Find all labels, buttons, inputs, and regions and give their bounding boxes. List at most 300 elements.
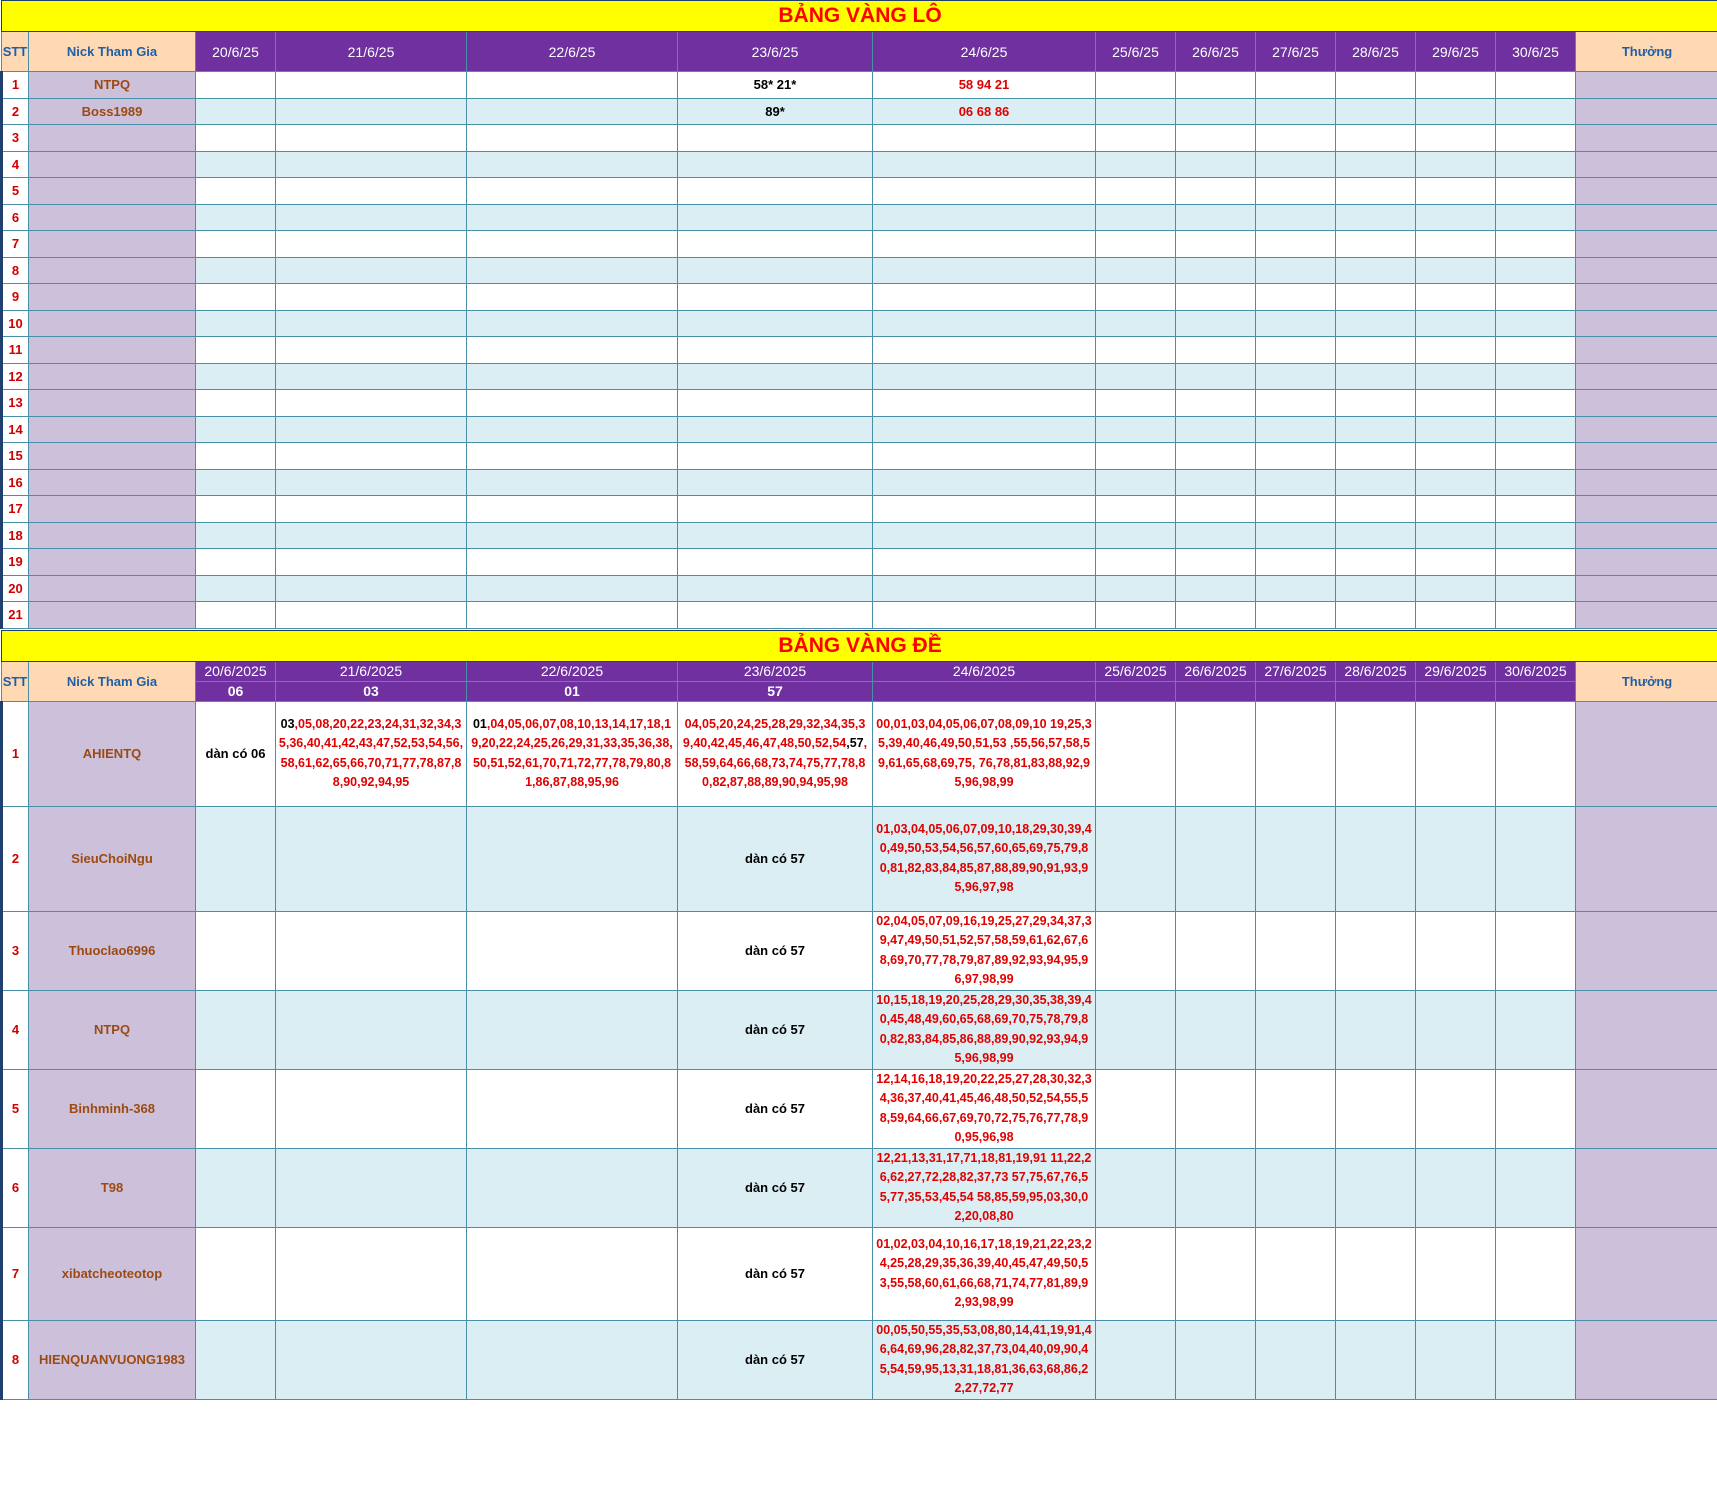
de-cell[interactable]: 10,15,18,19,20,25,28,29,30,35,38,39,40,45,48,49,60,65,68,69,70,75,78,79,80,82,83,84,85,86,88,89,90,92,93,94,95,96,98,99 bbox=[873, 990, 1096, 1069]
de-title[interactable]: BẢNG VÀNG ĐỀ bbox=[2, 630, 1717, 661]
de-cell[interactable] bbox=[196, 990, 276, 1069]
lo-date-header[interactable]: 25/6/25 bbox=[1096, 32, 1176, 72]
lo-cell[interactable] bbox=[1096, 602, 1176, 629]
lo-cell[interactable] bbox=[1496, 72, 1576, 99]
lo-cell[interactable] bbox=[678, 204, 873, 231]
de-cell[interactable] bbox=[1416, 806, 1496, 911]
lo-cell[interactable] bbox=[1416, 602, 1496, 629]
thuong-cell[interactable] bbox=[1576, 496, 1717, 523]
lo-cell[interactable] bbox=[196, 178, 276, 205]
de-cell[interactable] bbox=[1496, 1148, 1576, 1227]
de-cell[interactable]: dàn có 57 bbox=[678, 911, 873, 990]
de-cell[interactable]: dàn có 57 bbox=[678, 1320, 873, 1399]
lo-cell[interactable] bbox=[1336, 204, 1416, 231]
lo-cell[interactable] bbox=[1496, 231, 1576, 258]
thuong-cell[interactable] bbox=[1576, 1148, 1717, 1227]
lo-cell[interactable] bbox=[1416, 363, 1496, 390]
thuong-cell[interactable] bbox=[1576, 363, 1717, 390]
thuong-cell[interactable] bbox=[1576, 443, 1717, 470]
lo-cell[interactable] bbox=[1416, 204, 1496, 231]
lo-cell[interactable] bbox=[873, 284, 1096, 311]
nick-cell[interactable] bbox=[29, 151, 196, 178]
lo-nick-header[interactable]: Nick Tham Gia bbox=[29, 32, 196, 72]
lo-date-header[interactable]: 20/6/25 bbox=[196, 32, 276, 72]
nick-cell[interactable] bbox=[29, 549, 196, 576]
row-number[interactable]: 17 bbox=[2, 496, 29, 523]
de-cell[interactable] bbox=[1176, 806, 1256, 911]
lo-cell[interactable] bbox=[1416, 443, 1496, 470]
lo-cell[interactable] bbox=[276, 522, 467, 549]
lo-cell[interactable] bbox=[1496, 151, 1576, 178]
nick-cell[interactable]: NTPQ bbox=[29, 72, 196, 99]
lo-cell[interactable] bbox=[1496, 204, 1576, 231]
de-cell[interactable]: dàn có 06 bbox=[196, 701, 276, 806]
de-cell[interactable] bbox=[1496, 911, 1576, 990]
de-result[interactable] bbox=[1336, 681, 1416, 701]
lo-cell[interactable] bbox=[467, 363, 678, 390]
lo-cell[interactable] bbox=[1496, 496, 1576, 523]
lo-date-header[interactable]: 24/6/25 bbox=[873, 32, 1096, 72]
de-cell[interactable] bbox=[1096, 990, 1176, 1069]
de-cell[interactable] bbox=[276, 806, 467, 911]
lo-cell[interactable] bbox=[873, 602, 1096, 629]
thuong-cell[interactable] bbox=[1576, 1069, 1717, 1148]
thuong-cell[interactable] bbox=[1576, 125, 1717, 152]
nick-cell[interactable]: Boss1989 bbox=[29, 98, 196, 125]
lo-cell[interactable] bbox=[1496, 284, 1576, 311]
lo-cell[interactable] bbox=[196, 284, 276, 311]
de-cell[interactable] bbox=[196, 1148, 276, 1227]
de-result[interactable] bbox=[1096, 681, 1176, 701]
lo-cell[interactable] bbox=[276, 310, 467, 337]
row-number[interactable]: 19 bbox=[2, 549, 29, 576]
lo-cell[interactable] bbox=[1416, 522, 1496, 549]
lo-cell[interactable] bbox=[467, 443, 678, 470]
de-date-header[interactable]: 22/6/2025 bbox=[467, 661, 678, 681]
nick-cell[interactable] bbox=[29, 231, 196, 258]
thuong-cell[interactable] bbox=[1576, 337, 1717, 364]
de-cell[interactable] bbox=[1096, 911, 1176, 990]
de-cell[interactable] bbox=[1336, 701, 1416, 806]
row-number[interactable]: 2 bbox=[2, 98, 29, 125]
de-cell[interactable] bbox=[467, 990, 678, 1069]
lo-cell[interactable] bbox=[1256, 363, 1336, 390]
lo-cell[interactable] bbox=[196, 390, 276, 417]
lo-thuong-header[interactable]: Thưởng bbox=[1576, 32, 1717, 72]
lo-cell[interactable] bbox=[678, 310, 873, 337]
de-cell[interactable] bbox=[1256, 911, 1336, 990]
lo-cell[interactable] bbox=[1496, 575, 1576, 602]
row-number[interactable]: 2 bbox=[2, 806, 29, 911]
lo-cell[interactable] bbox=[1096, 469, 1176, 496]
lo-cell[interactable] bbox=[1256, 390, 1336, 417]
de-cell[interactable] bbox=[196, 1320, 276, 1399]
de-cell[interactable]: dàn có 57 bbox=[678, 1148, 873, 1227]
lo-cell[interactable] bbox=[196, 231, 276, 258]
thuong-cell[interactable] bbox=[1576, 549, 1717, 576]
de-cell[interactable]: dàn có 57 bbox=[678, 806, 873, 911]
thuong-cell[interactable] bbox=[1576, 522, 1717, 549]
lo-cell[interactable] bbox=[1416, 72, 1496, 99]
lo-cell[interactable] bbox=[196, 443, 276, 470]
lo-cell[interactable] bbox=[1176, 310, 1256, 337]
lo-cell[interactable] bbox=[1336, 178, 1416, 205]
lo-cell[interactable] bbox=[467, 469, 678, 496]
row-number[interactable]: 5 bbox=[2, 178, 29, 205]
lo-cell[interactable] bbox=[467, 416, 678, 443]
lo-cell[interactable] bbox=[678, 549, 873, 576]
de-cell[interactable] bbox=[1336, 1148, 1416, 1227]
lo-cell[interactable] bbox=[1256, 72, 1336, 99]
lo-cell[interactable] bbox=[873, 549, 1096, 576]
lo-cell[interactable] bbox=[1416, 496, 1496, 523]
lo-date-header[interactable]: 27/6/25 bbox=[1256, 32, 1336, 72]
lo-cell[interactable] bbox=[196, 98, 276, 125]
lo-cell[interactable] bbox=[1496, 337, 1576, 364]
lo-cell[interactable] bbox=[1336, 284, 1416, 311]
row-number[interactable]: 3 bbox=[2, 125, 29, 152]
lo-date-header[interactable]: 21/6/25 bbox=[276, 32, 467, 72]
lo-cell[interactable] bbox=[1176, 496, 1256, 523]
lo-cell[interactable] bbox=[196, 549, 276, 576]
de-result[interactable]: 03 bbox=[276, 681, 467, 701]
lo-date-header[interactable]: 23/6/25 bbox=[678, 32, 873, 72]
lo-cell[interactable] bbox=[276, 98, 467, 125]
thuong-cell[interactable] bbox=[1576, 204, 1717, 231]
de-date-header[interactable]: 27/6/2025 bbox=[1256, 661, 1336, 681]
de-cell[interactable] bbox=[1416, 990, 1496, 1069]
lo-cell[interactable] bbox=[196, 337, 276, 364]
lo-cell[interactable] bbox=[1496, 469, 1576, 496]
lo-cell[interactable] bbox=[276, 125, 467, 152]
thuong-cell[interactable] bbox=[1576, 284, 1717, 311]
nick-cell[interactable] bbox=[29, 575, 196, 602]
de-cell[interactable] bbox=[1336, 1320, 1416, 1399]
lo-cell[interactable] bbox=[1256, 469, 1336, 496]
lo-cell[interactable] bbox=[1496, 125, 1576, 152]
lo-cell[interactable] bbox=[1256, 602, 1336, 629]
row-number[interactable]: 4 bbox=[2, 990, 29, 1069]
lo-cell[interactable] bbox=[467, 204, 678, 231]
lo-cell[interactable] bbox=[1256, 98, 1336, 125]
lo-cell[interactable] bbox=[1256, 549, 1336, 576]
de-cell[interactable] bbox=[1336, 990, 1416, 1069]
lo-cell[interactable] bbox=[467, 522, 678, 549]
lo-cell[interactable] bbox=[196, 496, 276, 523]
lo-cell[interactable] bbox=[678, 125, 873, 152]
lo-cell[interactable] bbox=[678, 363, 873, 390]
nick-cell[interactable]: Binhminh-368 bbox=[29, 1069, 196, 1148]
lo-cell[interactable] bbox=[276, 337, 467, 364]
lo-cell[interactable] bbox=[1256, 496, 1336, 523]
lo-cell[interactable] bbox=[1416, 284, 1496, 311]
de-cell[interactable]: 01,02,03,04,10,16,17,18,19,21,22,23,24,25,28,29,35,36,39,40,45,47,49,50,53,55,58,60,61,66,68,71,74,77,81,89,92,93,98,99 bbox=[873, 1227, 1096, 1320]
nick-cell[interactable] bbox=[29, 496, 196, 523]
lo-cell[interactable] bbox=[1416, 337, 1496, 364]
lo-cell[interactable] bbox=[1256, 337, 1336, 364]
lo-cell[interactable] bbox=[873, 310, 1096, 337]
lo-cell[interactable] bbox=[1096, 178, 1176, 205]
lo-cell[interactable] bbox=[276, 469, 467, 496]
thuong-cell[interactable] bbox=[1576, 310, 1717, 337]
lo-cell[interactable] bbox=[1496, 257, 1576, 284]
lo-cell[interactable] bbox=[1416, 98, 1496, 125]
de-date-header[interactable]: 26/6/2025 bbox=[1176, 661, 1256, 681]
lo-cell[interactable] bbox=[1416, 151, 1496, 178]
lo-cell[interactable] bbox=[1336, 231, 1416, 258]
lo-cell[interactable] bbox=[1256, 310, 1336, 337]
de-cell[interactable] bbox=[196, 911, 276, 990]
lo-cell[interactable] bbox=[678, 257, 873, 284]
de-date-header[interactable]: 20/6/2025 bbox=[196, 661, 276, 681]
lo-cell[interactable] bbox=[873, 204, 1096, 231]
lo-cell[interactable] bbox=[1496, 602, 1576, 629]
de-cell[interactable] bbox=[1496, 806, 1576, 911]
thuong-cell[interactable] bbox=[1576, 257, 1717, 284]
lo-cell[interactable] bbox=[1256, 443, 1336, 470]
lo-cell[interactable] bbox=[1256, 416, 1336, 443]
de-cell[interactable]: dàn có 57 bbox=[678, 990, 873, 1069]
de-cell[interactable] bbox=[276, 701, 467, 806]
lo-cell[interactable] bbox=[276, 257, 467, 284]
nick-cell[interactable] bbox=[29, 469, 196, 496]
lo-cell[interactable] bbox=[196, 204, 276, 231]
lo-date-header[interactable]: 22/6/25 bbox=[467, 32, 678, 72]
de-cell[interactable] bbox=[276, 1069, 467, 1148]
de-cell[interactable] bbox=[1336, 1227, 1416, 1320]
thuong-cell[interactable] bbox=[1576, 575, 1717, 602]
thuong-cell[interactable] bbox=[1576, 231, 1717, 258]
lo-cell[interactable] bbox=[678, 231, 873, 258]
de-cell[interactable] bbox=[1256, 701, 1336, 806]
row-number[interactable]: 1 bbox=[2, 72, 29, 99]
lo-cell[interactable] bbox=[1336, 363, 1416, 390]
lo-cell[interactable] bbox=[1096, 443, 1176, 470]
de-cell[interactable] bbox=[276, 911, 467, 990]
de-cell[interactable]: 12,21,13,31,17,71,18,81,19,91 11,22,26,62,27,72,28,82,37,73 57,75,67,76,55,77,35,53,45,54 58,85,59,95,03,30,02,20,08,80 bbox=[873, 1148, 1096, 1227]
row-number[interactable]: 13 bbox=[2, 390, 29, 417]
thuong-cell[interactable] bbox=[1576, 1227, 1717, 1320]
lo-cell[interactable] bbox=[467, 575, 678, 602]
de-result[interactable]: 06 bbox=[196, 681, 276, 701]
row-number[interactable]: 21 bbox=[2, 602, 29, 629]
de-cell[interactable] bbox=[1336, 806, 1416, 911]
lo-cell[interactable] bbox=[276, 416, 467, 443]
thuong-cell[interactable] bbox=[1576, 602, 1717, 629]
de-cell[interactable] bbox=[1176, 1069, 1256, 1148]
de-stt-header[interactable]: STT bbox=[2, 661, 29, 701]
lo-cell[interactable] bbox=[1176, 204, 1256, 231]
lo-cell[interactable] bbox=[873, 575, 1096, 602]
de-cell[interactable]: 12,14,16,18,19,20,22,25,27,28,30,32,34,36,37,40,41,45,46,48,50,52,54,55,58,59,64,66,67,69,70,72,75,76,77,78,90,95,96,98 bbox=[873, 1069, 1096, 1148]
row-number[interactable]: 3 bbox=[2, 911, 29, 990]
lo-cell[interactable] bbox=[1416, 416, 1496, 443]
nick-cell[interactable] bbox=[29, 363, 196, 390]
de-date-header[interactable]: 30/6/2025 bbox=[1496, 661, 1576, 681]
de-cell[interactable] bbox=[1416, 1320, 1496, 1399]
lo-cell[interactable] bbox=[1496, 98, 1576, 125]
lo-cell[interactable] bbox=[1496, 443, 1576, 470]
lo-cell[interactable] bbox=[276, 284, 467, 311]
de-cell[interactable] bbox=[1096, 1148, 1176, 1227]
row-number[interactable]: 15 bbox=[2, 443, 29, 470]
lo-cell[interactable] bbox=[196, 72, 276, 99]
lo-cell[interactable] bbox=[467, 178, 678, 205]
de-cell[interactable] bbox=[467, 1320, 678, 1399]
lo-cell[interactable] bbox=[678, 522, 873, 549]
lo-cell[interactable] bbox=[873, 231, 1096, 258]
lo-cell[interactable] bbox=[1096, 310, 1176, 337]
lo-cell[interactable]: 89* bbox=[678, 98, 873, 125]
de-cell[interactable] bbox=[1256, 1227, 1336, 1320]
thuong-cell[interactable] bbox=[1576, 990, 1717, 1069]
nick-cell[interactable]: HIENQUANVUONG1983 bbox=[29, 1320, 196, 1399]
de-cell[interactable] bbox=[276, 1227, 467, 1320]
lo-cell[interactable] bbox=[1256, 257, 1336, 284]
nick-cell[interactable] bbox=[29, 284, 196, 311]
lo-cell[interactable] bbox=[1176, 522, 1256, 549]
row-number[interactable]: 7 bbox=[2, 1227, 29, 1320]
lo-cell[interactable] bbox=[1416, 310, 1496, 337]
thuong-cell[interactable] bbox=[1576, 72, 1717, 99]
row-number[interactable]: 6 bbox=[2, 204, 29, 231]
lo-cell[interactable] bbox=[1336, 151, 1416, 178]
lo-cell[interactable] bbox=[1176, 257, 1256, 284]
lo-cell[interactable] bbox=[1096, 416, 1176, 443]
lo-cell[interactable] bbox=[196, 469, 276, 496]
de-thuong-header[interactable]: Thưởng bbox=[1576, 661, 1717, 701]
lo-cell[interactable] bbox=[467, 390, 678, 417]
de-cell[interactable] bbox=[467, 1069, 678, 1148]
nick-cell[interactable]: Thuoclao6996 bbox=[29, 911, 196, 990]
lo-cell[interactable] bbox=[1096, 72, 1176, 99]
lo-date-header[interactable]: 26/6/25 bbox=[1176, 32, 1256, 72]
lo-cell[interactable] bbox=[1416, 469, 1496, 496]
lo-cell[interactable] bbox=[1336, 549, 1416, 576]
de-cell[interactable]: dàn có 57 bbox=[678, 1227, 873, 1320]
lo-cell[interactable] bbox=[1256, 204, 1336, 231]
lo-cell[interactable] bbox=[1176, 231, 1256, 258]
lo-cell[interactable] bbox=[276, 231, 467, 258]
lo-cell[interactable] bbox=[1496, 416, 1576, 443]
nick-cell[interactable] bbox=[29, 337, 196, 364]
lo-cell[interactable] bbox=[276, 390, 467, 417]
nick-cell[interactable] bbox=[29, 443, 196, 470]
lo-cell[interactable] bbox=[1096, 231, 1176, 258]
lo-cell[interactable] bbox=[1096, 125, 1176, 152]
lo-cell[interactable] bbox=[1096, 496, 1176, 523]
lo-cell[interactable] bbox=[467, 310, 678, 337]
lo-cell[interactable] bbox=[1176, 125, 1256, 152]
de-cell[interactable] bbox=[467, 1148, 678, 1227]
lo-cell[interactable] bbox=[276, 178, 467, 205]
lo-cell[interactable] bbox=[1336, 310, 1416, 337]
de-result[interactable] bbox=[1176, 681, 1256, 701]
lo-cell[interactable] bbox=[678, 337, 873, 364]
lo-cell[interactable] bbox=[873, 363, 1096, 390]
lo-cell[interactable] bbox=[467, 72, 678, 99]
lo-title[interactable]: BẢNG VÀNG LÔ bbox=[2, 1, 1717, 32]
de-date-header[interactable]: 28/6/2025 bbox=[1336, 661, 1416, 681]
lo-cell[interactable] bbox=[1096, 98, 1176, 125]
de-date-header[interactable]: 25/6/2025 bbox=[1096, 661, 1176, 681]
de-date-header[interactable]: 24/6/2025 bbox=[873, 661, 1096, 681]
de-cell[interactable] bbox=[276, 1320, 467, 1399]
de-cell[interactable] bbox=[1416, 1227, 1496, 1320]
row-number[interactable]: 10 bbox=[2, 310, 29, 337]
lo-cell[interactable] bbox=[1336, 416, 1416, 443]
lo-cell[interactable] bbox=[467, 496, 678, 523]
lo-date-header[interactable]: 28/6/25 bbox=[1336, 32, 1416, 72]
lo-cell[interactable] bbox=[1336, 98, 1416, 125]
lo-cell[interactable] bbox=[1416, 231, 1496, 258]
thuong-cell[interactable] bbox=[1576, 701, 1717, 806]
de-cell[interactable] bbox=[1496, 990, 1576, 1069]
nick-cell[interactable] bbox=[29, 602, 196, 629]
nick-cell[interactable] bbox=[29, 416, 196, 443]
lo-cell[interactable] bbox=[873, 151, 1096, 178]
row-number[interactable]: 11 bbox=[2, 337, 29, 364]
lo-cell[interactable] bbox=[873, 469, 1096, 496]
lo-cell[interactable] bbox=[1096, 549, 1176, 576]
lo-cell[interactable]: 58* 21* bbox=[678, 72, 873, 99]
lo-cell[interactable] bbox=[276, 204, 467, 231]
de-cell[interactable] bbox=[1096, 701, 1176, 806]
nick-cell[interactable]: SieuChoiNgu bbox=[29, 806, 196, 911]
lo-cell[interactable] bbox=[196, 522, 276, 549]
row-number[interactable]: 20 bbox=[2, 575, 29, 602]
lo-cell[interactable] bbox=[1096, 337, 1176, 364]
lo-cell[interactable] bbox=[1496, 549, 1576, 576]
lo-cell[interactable] bbox=[1336, 125, 1416, 152]
lo-cell[interactable] bbox=[1496, 522, 1576, 549]
nick-cell[interactable] bbox=[29, 522, 196, 549]
lo-cell[interactable] bbox=[1336, 443, 1416, 470]
nick-cell[interactable] bbox=[29, 125, 196, 152]
lo-cell[interactable] bbox=[467, 284, 678, 311]
nick-cell[interactable]: T98 bbox=[29, 1148, 196, 1227]
row-number[interactable]: 8 bbox=[2, 1320, 29, 1399]
de-cell[interactable] bbox=[1176, 1227, 1256, 1320]
thuong-cell[interactable] bbox=[1576, 98, 1717, 125]
thuong-cell[interactable] bbox=[1576, 469, 1717, 496]
lo-cell[interactable] bbox=[1176, 178, 1256, 205]
lo-cell[interactable] bbox=[1096, 575, 1176, 602]
lo-cell[interactable] bbox=[873, 337, 1096, 364]
lo-cell[interactable] bbox=[1336, 496, 1416, 523]
de-cell[interactable] bbox=[1096, 1227, 1176, 1320]
de-result[interactable] bbox=[873, 681, 1096, 701]
de-cell[interactable] bbox=[1176, 1148, 1256, 1227]
row-number[interactable]: 9 bbox=[2, 284, 29, 311]
de-date-header[interactable]: 23/6/2025 bbox=[678, 661, 873, 681]
lo-cell[interactable] bbox=[873, 125, 1096, 152]
lo-cell[interactable] bbox=[1256, 125, 1336, 152]
de-cell[interactable] bbox=[276, 990, 467, 1069]
lo-cell[interactable] bbox=[276, 151, 467, 178]
de-cell[interactable]: dàn có 57 bbox=[678, 1069, 873, 1148]
thuong-cell[interactable] bbox=[1576, 151, 1717, 178]
lo-cell[interactable] bbox=[1256, 522, 1336, 549]
lo-cell[interactable] bbox=[467, 602, 678, 629]
lo-cell[interactable] bbox=[196, 575, 276, 602]
lo-cell[interactable] bbox=[276, 72, 467, 99]
de-cell[interactable] bbox=[1176, 990, 1256, 1069]
de-cell[interactable] bbox=[196, 1227, 276, 1320]
de-cell[interactable]: 02,04,05,07,09,16,19,25,27,29,34,37,39,47,49,50,51,52,57,58,59,61,62,67,68,69,70,77,78,79,87,89,92,93,94,95,96,97,98,99 bbox=[873, 911, 1096, 990]
de-date-header[interactable]: 21/6/2025 bbox=[276, 661, 467, 681]
de-cell[interactable] bbox=[467, 1227, 678, 1320]
